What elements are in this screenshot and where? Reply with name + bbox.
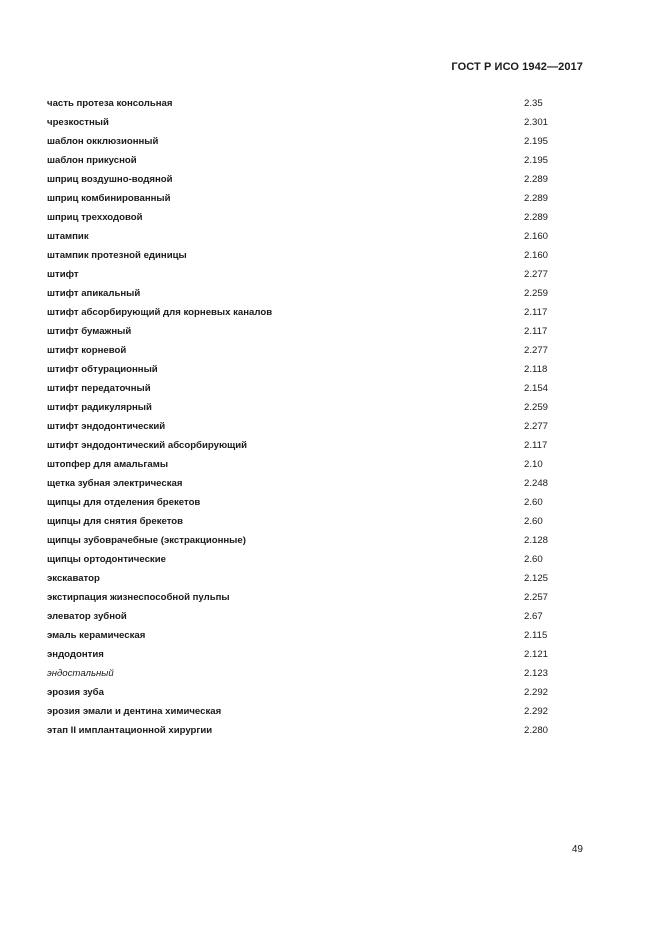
page-number: 49 <box>571 844 583 855</box>
index-entry <box>47 683 557 702</box>
index-term: шприц трехходовой <box>47 212 143 223</box>
index-term: элеватор зубной <box>47 611 127 622</box>
index-entry <box>47 569 557 588</box>
index-reference: 2.277 <box>524 269 549 280</box>
index-reference: 2.259 <box>524 402 549 413</box>
index-entry <box>47 626 557 645</box>
index-entry <box>47 208 557 227</box>
index-term: штампик <box>47 231 89 242</box>
index-reference: 2.60 <box>524 516 543 527</box>
index-reference: 2.121 <box>524 649 549 660</box>
index-reference: 2.123 <box>524 668 549 679</box>
index-entry <box>47 170 557 189</box>
index-term: штифт <box>47 269 79 280</box>
index-entry <box>47 113 557 132</box>
index-reference: 2.301 <box>524 117 549 128</box>
index-reference: 2.259 <box>524 288 549 299</box>
index-term: щетка зубная электрическая <box>47 478 183 489</box>
index-term: эндостальный <box>47 668 114 679</box>
index-term: щипцы ортодонтические <box>47 554 166 565</box>
index-entry <box>47 284 557 303</box>
index-term: часть протеза консольная <box>47 98 173 109</box>
index-entry <box>47 645 557 664</box>
index-reference: 2.195 <box>524 136 549 147</box>
index-reference: 2.277 <box>524 421 549 432</box>
index-term: штифт эндодонтический <box>47 421 166 432</box>
index-reference: 2.160 <box>524 250 549 261</box>
index-entry <box>47 588 557 607</box>
index-entry <box>47 265 557 284</box>
index-term: штифт бумажный <box>47 326 132 337</box>
index-term: щипцы зубоврачебные (экстракционные) <box>47 535 246 546</box>
index-term: шприц комбинированный <box>47 193 171 204</box>
index-term: штифт апикальный <box>47 288 141 299</box>
index-entry <box>47 94 557 113</box>
index-entry <box>47 360 557 379</box>
index-entry <box>47 303 557 322</box>
index-term: экскаватор <box>47 573 100 584</box>
index-term: штопфер для амальгамы <box>47 459 169 470</box>
index-reference: 2.277 <box>524 345 549 356</box>
index-entry <box>47 664 557 683</box>
index-reference: 2.280 <box>524 725 549 736</box>
index-reference: 2.117 <box>524 326 548 337</box>
index-term: экстирпация жизнеспособной пульпы <box>47 592 230 603</box>
index-reference: 2.292 <box>524 687 549 698</box>
index-reference: 2.160 <box>524 231 549 242</box>
index-term: штифт корневой <box>47 345 127 356</box>
index-entry <box>47 379 557 398</box>
index-reference: 2.292 <box>524 706 549 717</box>
index-entry <box>47 246 557 265</box>
index-entry <box>47 227 557 246</box>
index-term: штифт абсорбирующий для корневых каналов <box>47 307 273 318</box>
index-reference: 2.115 <box>524 630 548 641</box>
index-reference: 2.117 <box>524 440 548 451</box>
alphabetical-index <box>47 94 557 740</box>
index-entry <box>47 455 557 474</box>
index-term: штифт обтурационный <box>47 364 158 375</box>
index-reference: 2.128 <box>524 535 549 546</box>
index-reference: 2.67 <box>524 611 543 622</box>
index-entry <box>47 512 557 531</box>
index-reference: 2.60 <box>524 497 543 508</box>
index-term: чрезкостный <box>47 117 109 128</box>
index-entry <box>47 341 557 360</box>
document-header <box>451 61 583 73</box>
index-reference: 2.60 <box>524 554 543 565</box>
index-entry <box>47 189 557 208</box>
index-reference: 2.195 <box>524 155 549 166</box>
index-term: эндодонтия <box>47 649 104 660</box>
index-entry <box>47 493 557 512</box>
index-term: штифт радикулярный <box>47 402 152 413</box>
index-reference: 2.257 <box>524 592 549 603</box>
index-term: штампик протезной единицы <box>47 250 187 261</box>
index-reference: 2.118 <box>524 364 548 375</box>
index-reference: 2.289 <box>524 193 549 204</box>
index-reference: 2.10 <box>524 459 543 470</box>
index-term: щипцы для снятия брекетов <box>47 516 184 527</box>
index-entry <box>47 474 557 493</box>
index-entry <box>47 550 557 569</box>
index-entry <box>47 436 557 455</box>
index-term: штифт эндодонтический абсорбирующий <box>47 440 248 451</box>
standard-title: ГОСТ Р ИСО 1942—2017 <box>451 61 583 73</box>
index-term: эмаль керамическая <box>47 630 146 641</box>
index-reference: 2.154 <box>524 383 549 394</box>
index-term: шаблон окклюзионный <box>47 136 159 147</box>
index-term: штифт передаточный <box>47 383 151 394</box>
index-reference: 2.117 <box>524 307 548 318</box>
index-entry <box>47 151 557 170</box>
index-reference: 2.289 <box>524 174 549 185</box>
index-entry <box>47 398 557 417</box>
index-reference: 2.289 <box>524 212 549 223</box>
index-term: щипцы для отделения брекетов <box>47 497 201 508</box>
index-term: эрозия эмали и дентина химическая <box>47 706 222 717</box>
index-entry <box>47 721 557 740</box>
index-entry <box>47 132 557 151</box>
index-entry <box>47 322 557 341</box>
index-term: шприц воздушно-водяной <box>47 174 173 185</box>
index-entry <box>47 417 557 436</box>
index-term: шаблон прикусной <box>47 155 137 166</box>
index-term: этап II имплантационной хирургии <box>47 725 213 736</box>
index-entry <box>47 607 557 626</box>
index-entry <box>47 531 557 550</box>
index-reference: 2.125 <box>524 573 549 584</box>
index-entry <box>47 702 557 721</box>
index-term: эрозия зуба <box>47 687 104 698</box>
index-reference: 2.35 <box>524 98 543 109</box>
index-reference: 2.248 <box>524 478 549 489</box>
